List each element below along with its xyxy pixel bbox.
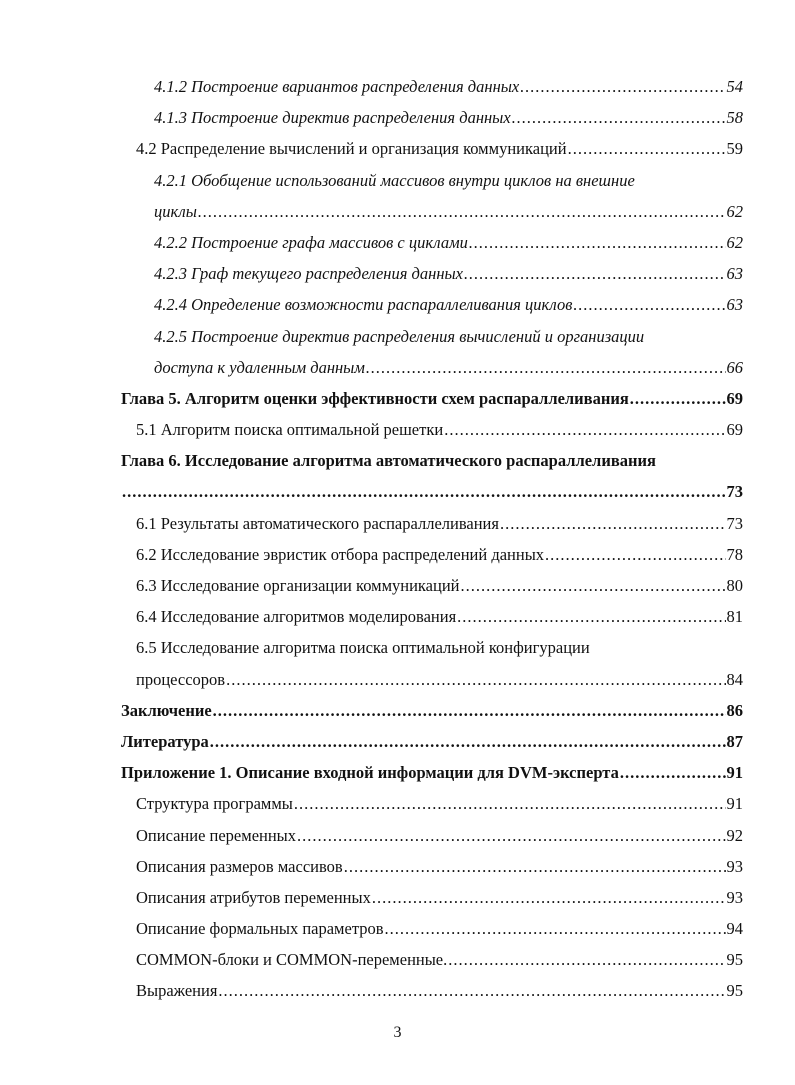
toc-entry-page: 54 xyxy=(726,77,743,96)
toc-entry-title: Описание формальных параметров xyxy=(136,919,384,939)
toc-entry-variable-attributes xyxy=(0,882,795,913)
toc-entry-variables xyxy=(0,820,795,851)
toc-entry-page: 91 xyxy=(726,794,743,814)
toc-entry-title: Глава 6. Исследование алгоритма автоматического распараллеливания xyxy=(121,451,656,471)
toc-entry-chapter-5 xyxy=(0,383,795,414)
toc-entry-expressions xyxy=(0,975,795,1006)
toc-entry-formal-parameters xyxy=(0,913,795,944)
toc-entry-title: Структура программы xyxy=(136,794,293,814)
toc-entry-array-sizes xyxy=(0,851,795,882)
toc-entry-page: 69 xyxy=(726,420,743,440)
toc-entry-page: 95 xyxy=(726,981,743,1001)
toc-leader-dots xyxy=(213,695,726,726)
toc-entry-title: Литература xyxy=(121,731,209,751)
toc-entry-6-5-cont xyxy=(0,664,795,695)
toc-leader-dots xyxy=(500,508,726,539)
toc-entry-title: 4.1.2 Построение вариантов распределения данных xyxy=(154,77,520,96)
toc-entry-4-2-2 xyxy=(0,227,795,258)
toc-entry-title: COMMON-блоки и COMMON-переменные. xyxy=(136,950,448,970)
toc-leader-dots xyxy=(512,102,726,133)
toc-entry-title: Глава 5. Алгоритм оценки эффективности схем распараллеливания xyxy=(121,388,629,408)
toc-entry-title: 4.2.1 Обобщение использований массивов внутри циклов на внешние xyxy=(154,170,635,190)
toc-leader-dots xyxy=(545,539,725,570)
toc-entry-5-1 xyxy=(0,414,795,445)
toc-leader-dots xyxy=(448,944,725,975)
toc-entry-chapter-6 xyxy=(0,445,795,476)
toc-entry-title: 5.1 Алгоритм поиска оптимальной решетки xyxy=(136,420,444,440)
toc-entry-page: 69 xyxy=(726,388,743,408)
toc-leader-dots xyxy=(573,289,725,320)
toc-leader-dots xyxy=(226,664,725,695)
toc-entry-title: 4.2 Распределение вычислений и организация коммуникаций xyxy=(136,139,567,159)
toc-entry-6-2 xyxy=(0,539,795,570)
toc-entry-title: процессоров xyxy=(136,669,226,689)
toc-entry-chapter-6-cont xyxy=(0,476,795,507)
toc-entry-6-3 xyxy=(0,570,795,601)
toc-entry-page: 62 xyxy=(726,232,743,252)
toc-entry-title: циклы xyxy=(154,201,197,221)
toc-entry-page: 58 xyxy=(726,108,743,128)
toc-leader-dots xyxy=(520,71,725,102)
toc-leader-dots xyxy=(344,851,726,882)
toc-leader-dots xyxy=(469,227,726,258)
toc-leader-dots xyxy=(385,913,726,944)
toc-entry-title: Выражения xyxy=(136,981,218,1001)
toc-entry-program-structure xyxy=(0,788,795,819)
toc-leader-dots xyxy=(461,570,726,601)
toc-entry-page: 87 xyxy=(726,731,743,751)
toc-leader-dots xyxy=(218,975,725,1006)
toc-entry-page: 62 xyxy=(726,201,743,221)
toc-leader-dots xyxy=(297,820,725,851)
toc-leader-dots xyxy=(122,476,726,507)
toc-entry-page: 92 xyxy=(726,825,743,845)
toc-entry-page: 63 xyxy=(726,295,743,315)
toc-leader-dots xyxy=(464,258,726,289)
toc-entry-4-2-1-cont xyxy=(0,196,795,227)
toc-entry-4-1-2 xyxy=(0,71,795,102)
toc-entry-title: 6.5 Исследование алгоритма поиска оптимальной конфигурации xyxy=(136,638,590,658)
page-number: 3 xyxy=(393,1024,402,1041)
toc-entry-title: 6.2 Исследование эвристик отбора распределений данных xyxy=(136,544,545,564)
toc-entry-title: 4.2.3 Граф текущего распределения данных xyxy=(154,264,463,284)
toc-entry-6-1 xyxy=(0,508,795,539)
toc-entry-4-2-5 xyxy=(0,321,795,352)
toc-entry-page: 63 xyxy=(726,264,743,284)
toc-entry-4-2-5-cont xyxy=(0,352,795,383)
toc-entry-4-2-4 xyxy=(0,289,795,320)
toc-entry-page: 91 xyxy=(726,763,743,783)
toc-leader-dots xyxy=(372,882,726,913)
toc-entry-6-4 xyxy=(0,601,795,632)
toc-entry-title: 4.2.5 Построение директив распределения вычислений и организации xyxy=(154,326,645,346)
toc-entry-title: доступа к удаленным данным xyxy=(154,357,365,377)
toc-leader-dots xyxy=(630,383,726,414)
toc-entry-title: Описания размеров массивов xyxy=(136,856,343,876)
toc-entry-4-2 xyxy=(0,133,795,164)
toc-entry-title: 4.2.4 Определение возможности распараллеливания циклов xyxy=(154,295,573,315)
toc-entry-title: Описания атрибутов переменных xyxy=(136,887,371,907)
toc-entry-page: 86 xyxy=(726,700,743,720)
toc-leader-dots xyxy=(294,788,726,819)
toc-entry-page: 95 xyxy=(726,950,743,970)
toc-entry-page: 78 xyxy=(726,544,743,564)
toc-entry-conclusion xyxy=(0,695,795,726)
toc-entry-page: 59 xyxy=(726,139,743,159)
toc-entry-common-blocks xyxy=(0,944,795,975)
toc-entry-page: 81 xyxy=(726,607,743,627)
toc-leader-dots xyxy=(457,601,725,632)
toc-leader-dots xyxy=(366,352,726,383)
toc-entry-4-1-3 xyxy=(0,102,795,133)
toc-entry-title: 4.1.3 Построение директив распределения данных xyxy=(154,108,511,128)
toc-entry-page: 93 xyxy=(726,856,743,876)
toc-entry-4-2-3 xyxy=(0,258,795,289)
toc-entry-title: Заключение xyxy=(121,700,212,720)
toc-entry-title: 6.4 Исследование алгоритмов моделирования xyxy=(136,607,457,627)
toc-entry-6-5 xyxy=(0,632,795,663)
toc-entry-title: Приложение 1. Описание входной информации для DVM-эксперта xyxy=(121,763,619,783)
toc-entry-title: 6.1 Результаты автоматического распараллеливания xyxy=(136,513,499,533)
toc-leader-dots xyxy=(620,757,726,788)
toc-entry-page: 73 xyxy=(726,482,743,502)
toc-entry-page: 94 xyxy=(726,919,743,939)
table-of-contents xyxy=(0,71,795,1007)
toc-entry-page: 66 xyxy=(726,357,743,377)
toc-leader-dots xyxy=(210,726,726,757)
toc-entry-page: 84 xyxy=(726,669,743,689)
toc-leader-dots xyxy=(444,414,725,445)
toc-entry-page: 73 xyxy=(726,513,743,533)
toc-entry-literature xyxy=(0,726,795,757)
toc-entry-title: 6.3 Исследование организации коммуникаций xyxy=(136,576,460,595)
toc-entry-title: Описание переменных xyxy=(136,825,297,845)
toc-leader-dots xyxy=(198,196,726,227)
toc-entry-title: 4.2.2 Построение графа массивов с циклами xyxy=(154,232,468,252)
toc-entry-4-2-1 xyxy=(0,165,795,196)
toc-leader-dots xyxy=(568,133,726,164)
toc-entry-page: 93 xyxy=(726,887,743,907)
toc-entry-appendix-1 xyxy=(0,757,795,788)
toc-entry-page: 80 xyxy=(726,576,743,595)
